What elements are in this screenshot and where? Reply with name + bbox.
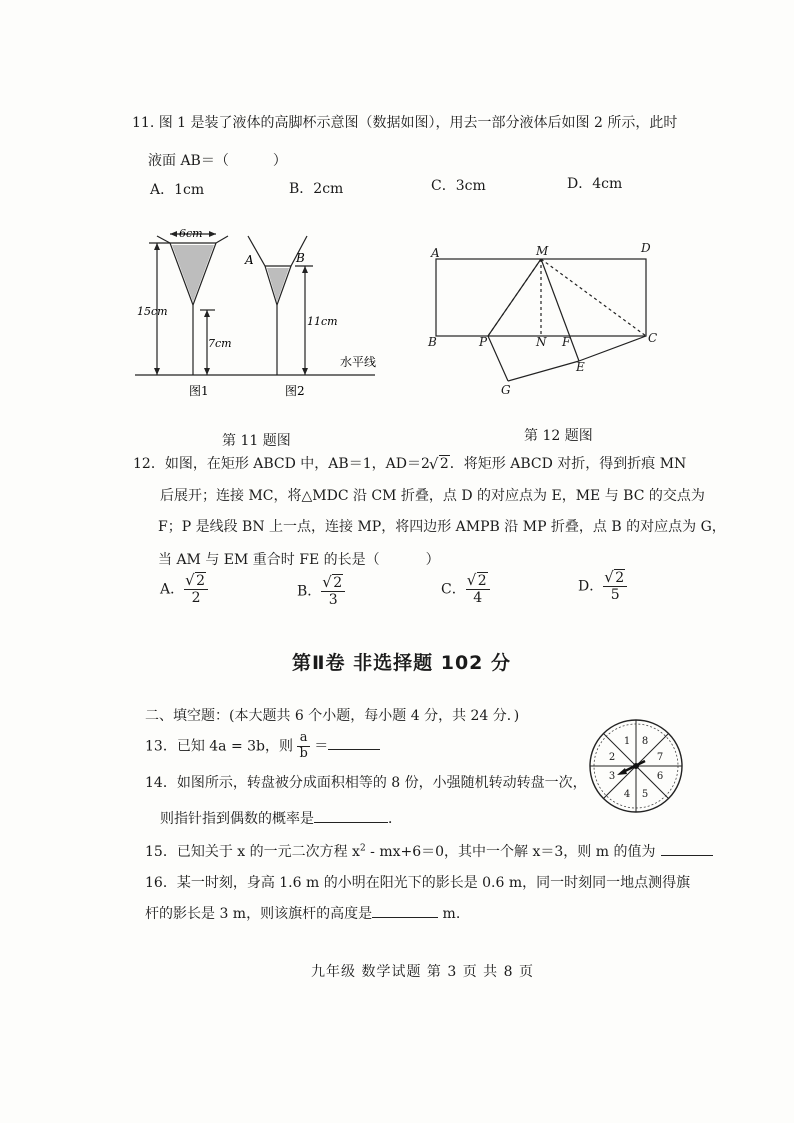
q13-num: a — [297, 731, 309, 747]
q13 — [145, 731, 380, 762]
q12-sqrt-radicand: 2 — [439, 456, 449, 472]
label-pt-m: M — [536, 244, 549, 258]
q12-line2: 后展开；连接 MC，将△MDC 沿 CM 折叠，点 D 的对应点为 E，ME 与 BC 的交点为 — [160, 488, 705, 504]
q12-option-a-root: 2 — [196, 573, 206, 589]
q11-caption: 第 11 题图 — [222, 433, 291, 449]
label-fig1: 图1 — [189, 384, 209, 398]
q15-text-rest: - mx+6＝0，其中一个解 x＝3，则 m 的值为 — [365, 844, 656, 860]
spinner-number-1: 1 — [623, 736, 631, 747]
q13-den: b — [299, 745, 308, 761]
label-pt-g: G — [501, 383, 511, 397]
spinner-number-4: 4 — [623, 789, 631, 800]
q12-sqrt — [430, 456, 450, 472]
q11-line2 — [148, 150, 287, 170]
label-pt-f: F — [562, 335, 571, 349]
q11-paren-close: ） — [272, 153, 287, 169]
spinner-pointer-icon — [617, 761, 645, 775]
q16-line1: 16．某一时刻，身高 1.6 m 的小明在阳光下的影长是 0.6 m，同一时刻同一地点测得旗 — [145, 875, 691, 891]
q16-text: 杆的影长是 3 m，则该旗杆的高度是 — [145, 906, 373, 922]
q12-option-c-letter: C． — [441, 581, 466, 598]
spinner-number-7: 7 — [656, 752, 664, 763]
spinner-number-5: 5 — [641, 789, 649, 800]
label-b: B — [296, 251, 305, 265]
q12-caption: 第 12 题图 — [524, 428, 593, 444]
spinner-figure — [587, 717, 685, 815]
q12-option-b-root: 2 — [333, 575, 343, 591]
q12-line3: F；P 是线段 BN 上一点，连接 MP，将四边形 AMPB 沿 MP 折叠，点 B 的对应点为 G， — [158, 519, 726, 535]
q12-option-d-root: 2 — [615, 570, 625, 586]
spinner-number-6: 6 — [656, 771, 664, 782]
label-ground: 水平线 — [340, 355, 377, 369]
q12-option-c-fraction — [466, 573, 490, 606]
q15-exponent: 2 — [359, 843, 366, 854]
q12-option-d — [578, 570, 627, 603]
q13-answer-blank[interactable] — [328, 749, 380, 750]
label-pt-b: B — [428, 335, 437, 349]
label-pt-d: D — [641, 241, 651, 255]
q12-stem: 当 AM 与 EM 重合时 FE 的长是（ — [158, 552, 380, 568]
spinner-number-2: 2 — [608, 752, 616, 763]
q12-line4 — [158, 549, 440, 569]
label-7cm: 7cm — [208, 337, 232, 350]
q12-option-c — [441, 573, 490, 606]
q12-option-d-letter: D． — [578, 578, 604, 595]
q12-option-a-fraction — [184, 573, 208, 606]
q12-option-c-den: 4 — [473, 590, 483, 607]
label-a: A — [245, 253, 254, 267]
label-pt-c: C — [648, 331, 658, 345]
q14-line1: 14．如图所示，转盘被分成面积相等的 8 份，小强随机转动转盘一次， — [145, 775, 587, 791]
label-15cm: 15cm — [137, 305, 168, 318]
q12-option-a-den: 2 — [191, 590, 201, 607]
q16-answer-blank[interactable] — [372, 917, 438, 918]
q12-text-b: ．将矩形 ABCD 对折，得到折痕 MN — [449, 456, 687, 472]
label-6cm: 6cm — [179, 227, 203, 240]
fill-in-heading: 二、填空题：(本大题共 6 个小题，每小题 4 分，共 24 分．) — [145, 708, 520, 724]
q11-option-b: B．2cm — [289, 181, 344, 197]
label-pt-p: P — [479, 335, 488, 349]
q15 — [145, 841, 713, 861]
q12-option-d-den: 5 — [610, 587, 620, 604]
q12-option-b — [297, 575, 345, 608]
label-fig2: 图2 — [285, 384, 305, 398]
label-pt-a: A — [431, 246, 440, 260]
q12-option-b-letter: B． — [297, 583, 322, 600]
q11-option-d: D．4cm — [567, 176, 623, 192]
q13-equals: ＝ — [314, 738, 329, 755]
q12-option-c-root: 2 — [477, 573, 487, 589]
q11-line1: 11. 图 1 是装了液体的高脚杯示意图（数据如图），用去一部分液体后如图 2 所示，此时 — [132, 115, 678, 131]
q14-period: ． — [388, 811, 402, 827]
label-pt-n: N — [536, 335, 547, 349]
section-2-title: 第Ⅱ卷 非选择题 102 分 — [292, 652, 512, 674]
q15-answer-blank[interactable] — [661, 855, 713, 856]
q11-option-a: A．1cm — [150, 182, 205, 198]
q16-unit: m. — [442, 906, 461, 922]
q12-option-b-den: 3 — [328, 592, 338, 609]
q11-stem: 液面 AB＝（ — [148, 153, 229, 169]
page-footer: 九年级 数学试题 第 3 页 共 8 页 — [311, 964, 534, 980]
spinner-number-3: 3 — [608, 771, 616, 782]
q11-option-c: C．3cm — [431, 178, 486, 194]
q12-line1 — [133, 453, 686, 473]
q12-option-b-fraction — [321, 575, 345, 608]
q12-paren-close: ） — [425, 552, 440, 568]
q16-line2 — [145, 903, 460, 923]
rectangle-fold-figure — [424, 238, 664, 403]
spinner-number-8: 8 — [641, 736, 649, 747]
goblet-figure — [135, 218, 395, 403]
label-11cm: 11cm — [307, 315, 338, 328]
q14-text: 则指针指到偶数的概率是 — [160, 811, 314, 827]
q13-text: 13．已知 4a = 3b，则 — [145, 738, 294, 755]
q13-fraction — [297, 731, 309, 762]
q12-option-d-fraction — [603, 570, 627, 603]
q14-answer-blank[interactable] — [314, 822, 388, 823]
q12-option-a-letter: A． — [160, 581, 185, 598]
q15-text: 15．已知关于 x 的一元二次方程 x — [145, 844, 360, 860]
q12-option-a — [160, 573, 208, 606]
label-pt-e: E — [576, 360, 585, 374]
q14-line2 — [160, 808, 402, 828]
q12-text-a: 12．如图，在矩形 ABCD 中，AB＝1，AD＝2 — [133, 456, 430, 472]
